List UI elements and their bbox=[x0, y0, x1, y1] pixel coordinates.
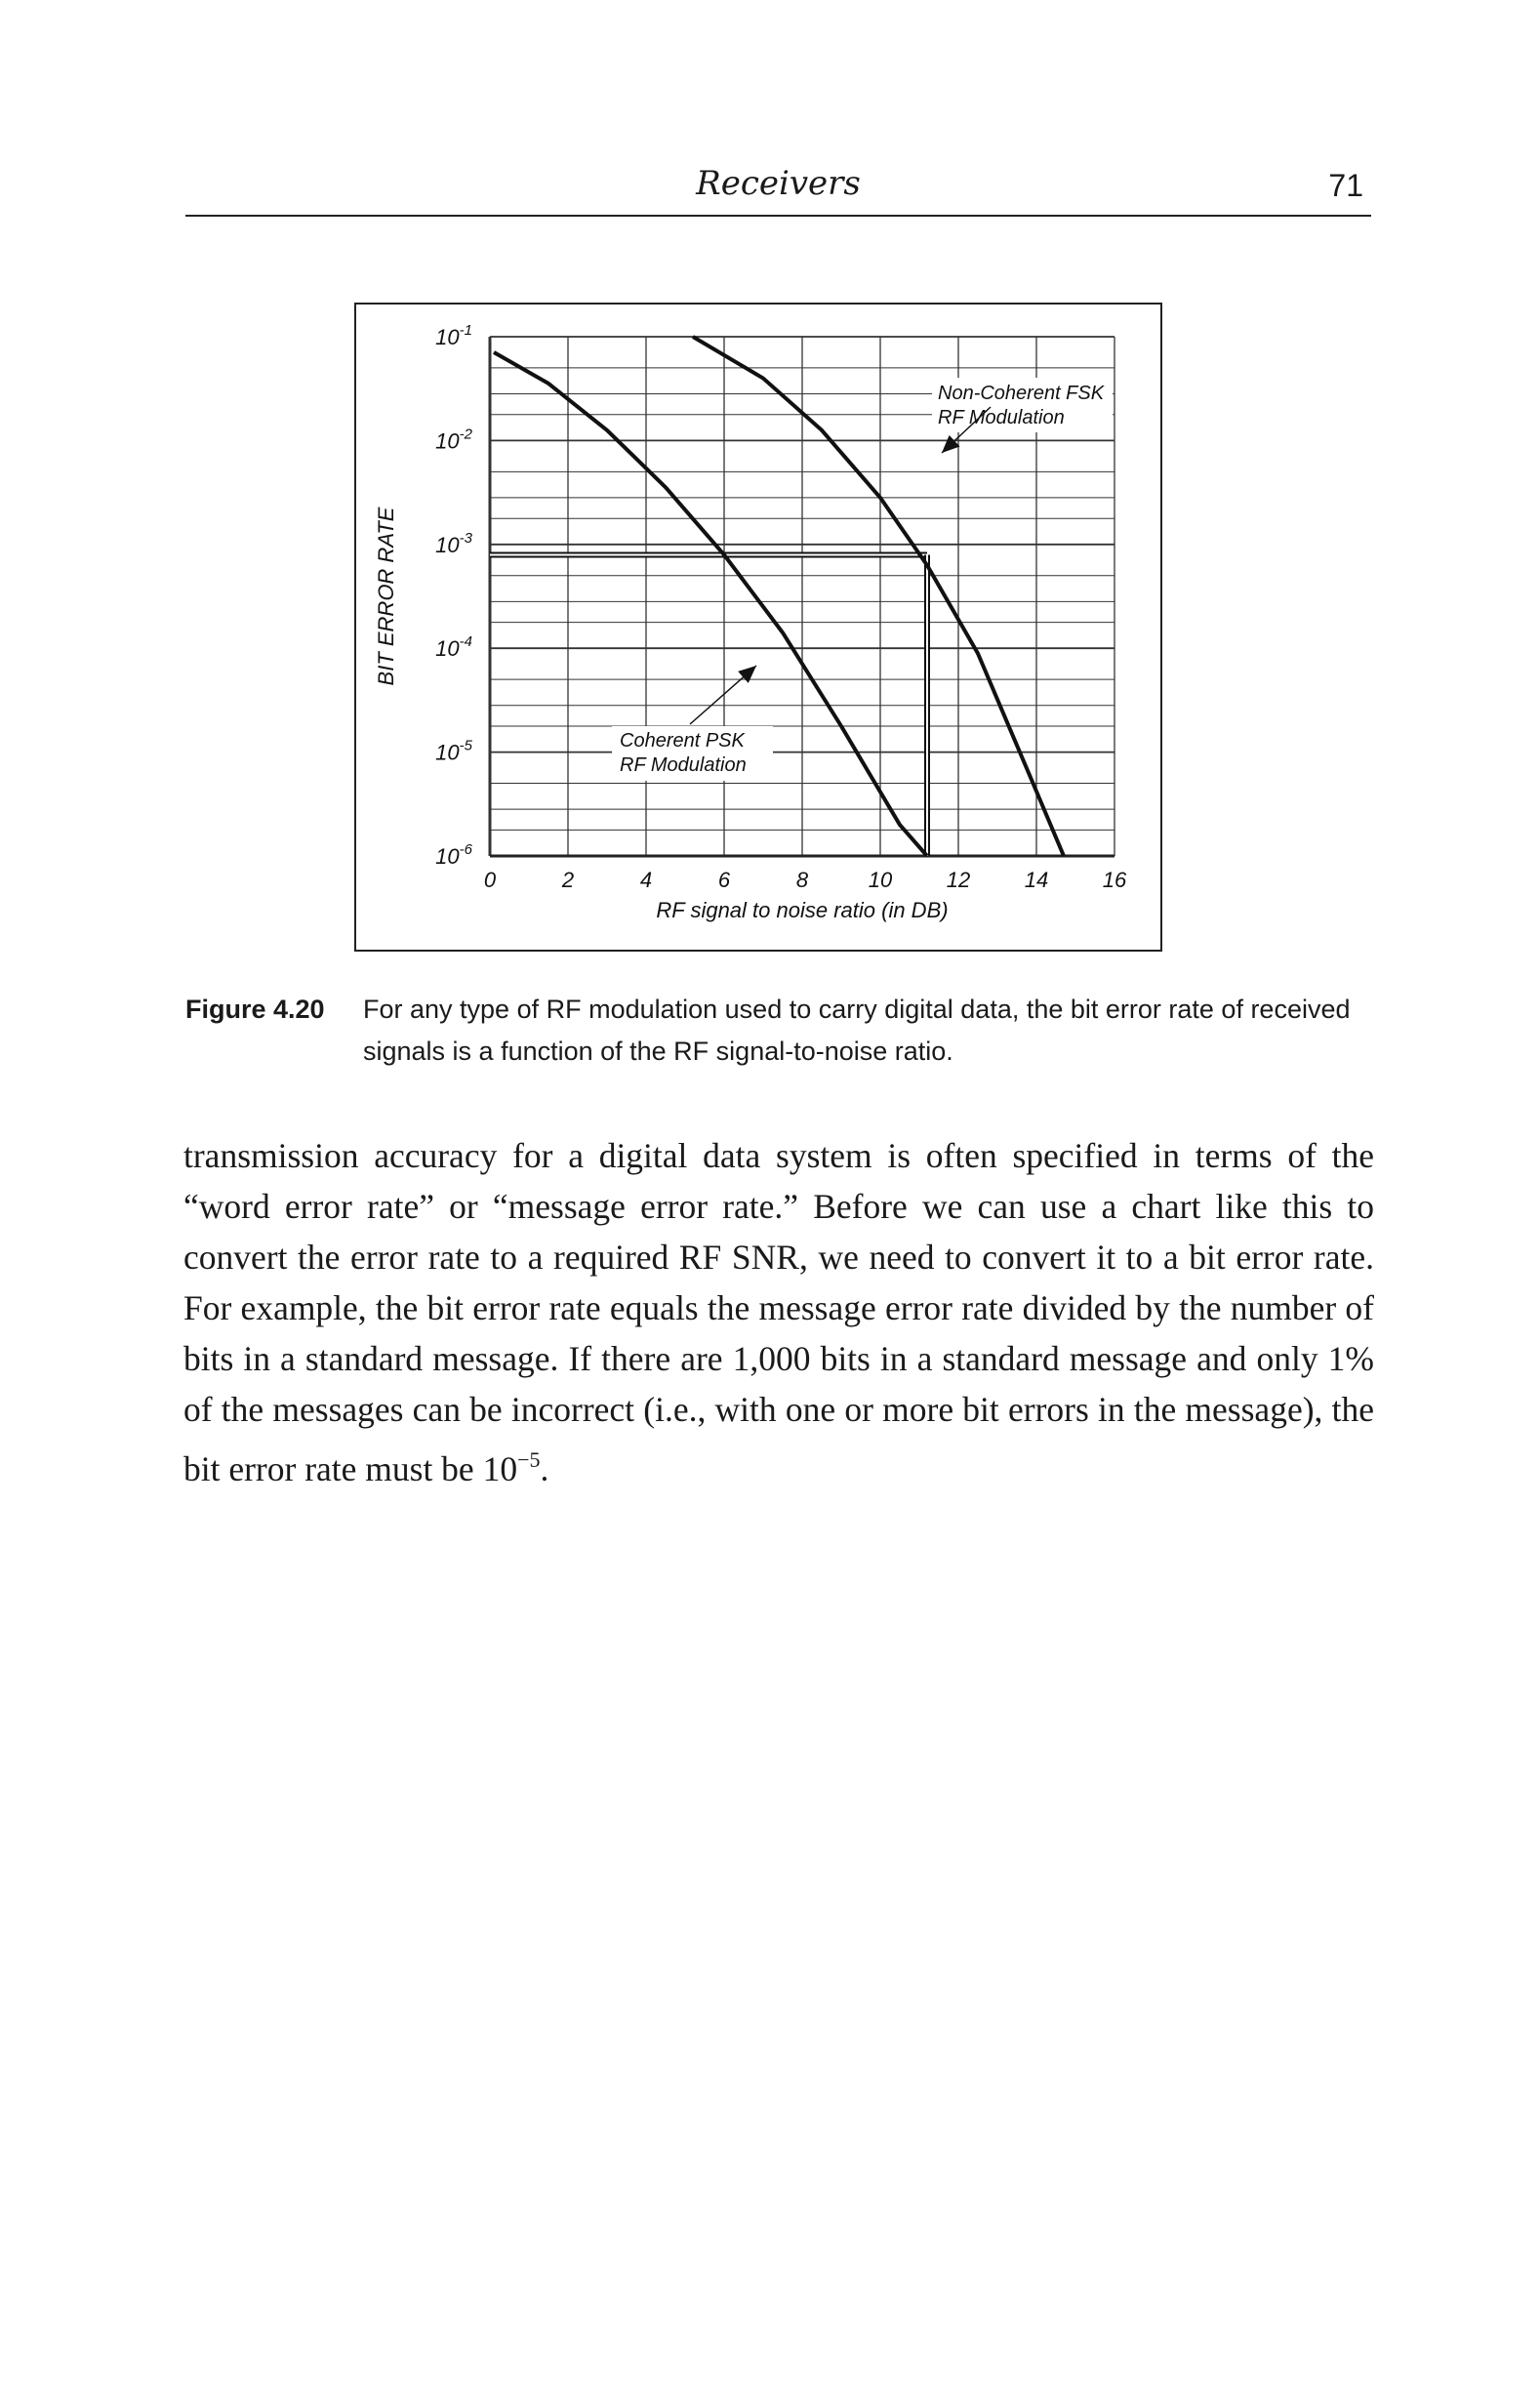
arrowhead-icon bbox=[738, 666, 756, 683]
page-number: 71 bbox=[1328, 168, 1363, 203]
y-tick-label: $10^{-1}$ bbox=[435, 322, 472, 349]
x-tick-label: 6 bbox=[717, 868, 731, 892]
body-paragraph-exponent: −5 bbox=[517, 1447, 541, 1472]
series-label: Non-Coherent FSK bbox=[938, 383, 1105, 404]
series-label: RF Modulation bbox=[938, 407, 1065, 428]
ber-chart bbox=[356, 305, 1164, 954]
y-tick-label: $10^{-4}$ bbox=[435, 633, 472, 662]
series-label: RF Modulation bbox=[620, 754, 747, 776]
x-tick-label: 16 bbox=[1102, 868, 1127, 892]
y-tick-label: $10^{-5}$ bbox=[435, 737, 472, 765]
body-paragraph bbox=[183, 1130, 1374, 1494]
running-head bbox=[185, 164, 1371, 217]
x-tick-label: 2 bbox=[561, 868, 575, 892]
y-axis-label: BIT ERROR RATE bbox=[374, 507, 398, 686]
x-tick-label: 0 bbox=[483, 868, 497, 892]
x-tick-label: 10 bbox=[868, 868, 893, 892]
body-paragraph-text: transmission accuracy for a digital data system is often specified in terms of the “word error rate” or “message error rate.” Before we can use a chart like this to convert the error rate to a required RF SNR, we need to convert it to a bit error rate. For example, the bit error rate equals the message error rate divided by the number of bits in a standard message. If there are 1,000 bits in a standard message and only 1% of the messages can be incorrect (i.e., with one or more bit errors in the message), the bit error rate must be 10 bbox=[183, 1136, 1374, 1488]
x-tick-label: 8 bbox=[795, 868, 809, 892]
x-tick-label: 14 bbox=[1024, 868, 1049, 892]
x-axis-label: RF signal to noise ratio (in DB) bbox=[656, 898, 949, 922]
x-tick-label: 4 bbox=[639, 868, 653, 892]
figure-caption-text: For any type of RF modulation used to carry digital data, the bit error rate of received signals is a function of the RF signal-to-noise ratio. bbox=[363, 995, 1351, 1066]
x-tick-label: 12 bbox=[946, 868, 971, 892]
figure-frame bbox=[354, 303, 1162, 952]
y-tick-label: $10^{-2}$ bbox=[435, 426, 472, 454]
series-label: Coherent PSK bbox=[620, 730, 745, 752]
body-paragraph-end: . bbox=[540, 1449, 549, 1488]
figure-label: Figure 4.20 bbox=[185, 995, 325, 1024]
y-tick-label: $10^{-3}$ bbox=[435, 529, 472, 557]
y-tick-label: $10^{-6}$ bbox=[435, 841, 472, 869]
running-title: Receivers bbox=[696, 164, 861, 203]
